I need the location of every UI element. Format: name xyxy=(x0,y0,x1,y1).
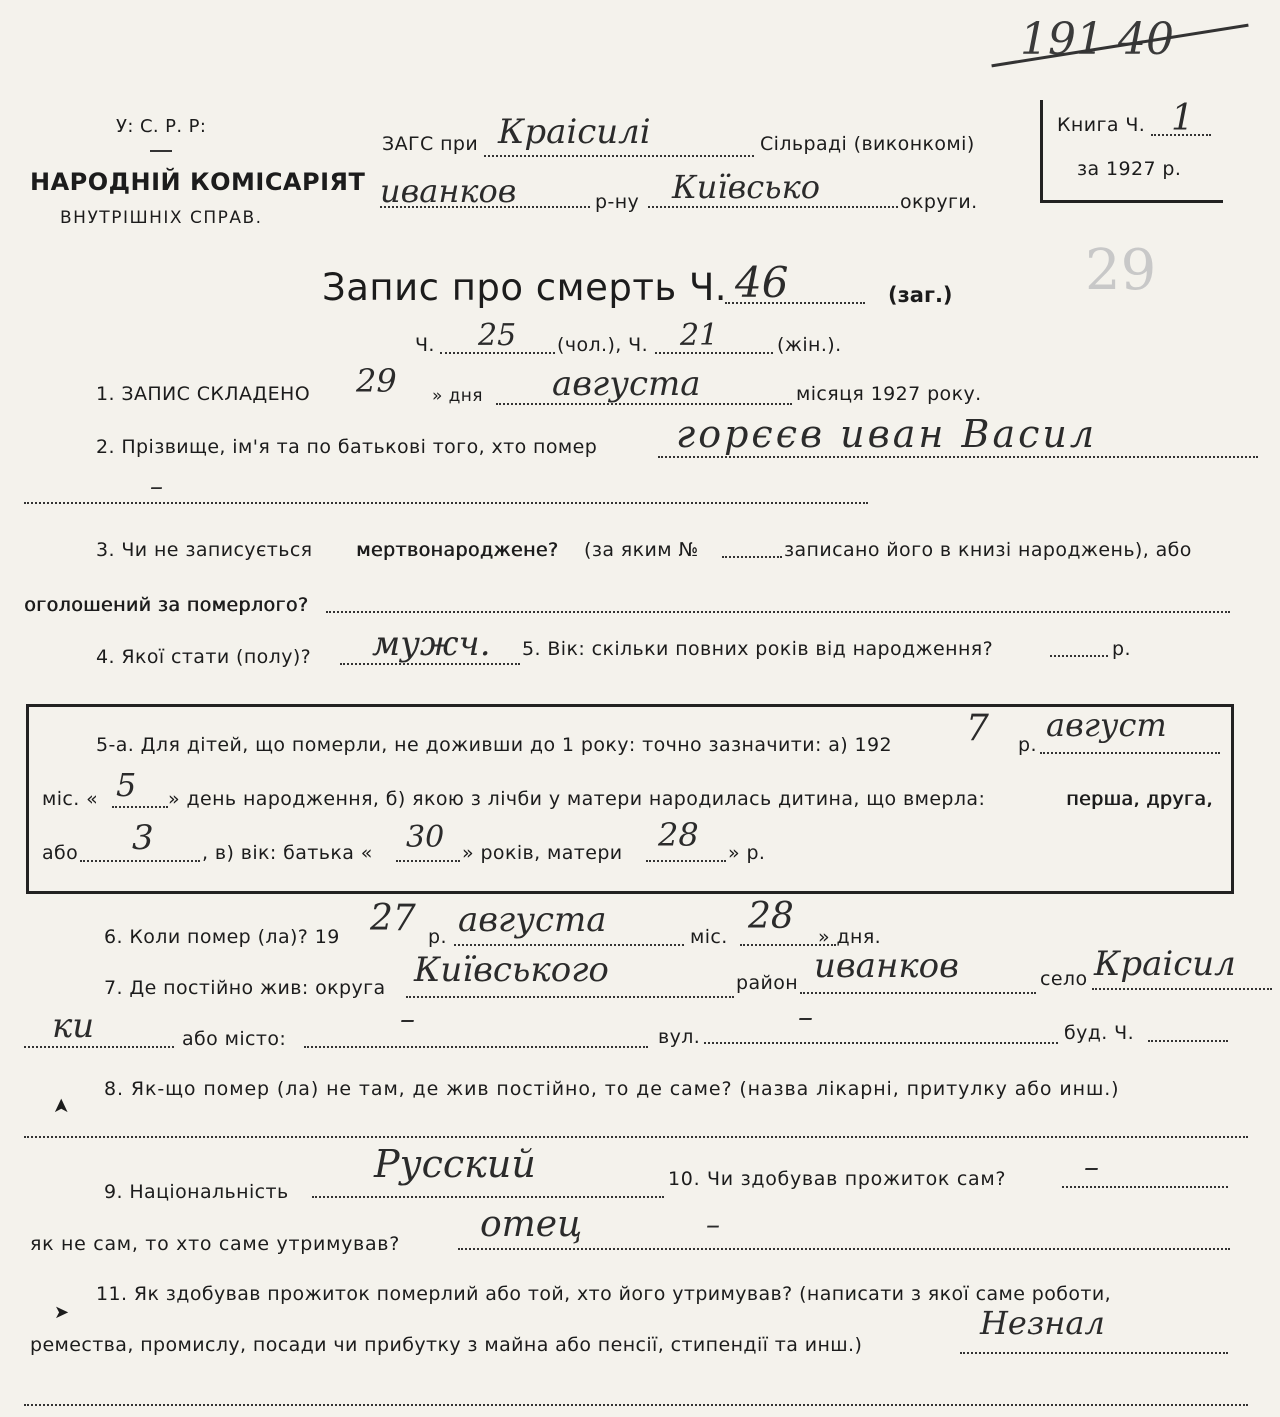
f4-label: 4. Якої стати (полу)? xyxy=(96,646,312,668)
f7-district: иванков xyxy=(814,946,959,986)
record-number: 46 xyxy=(735,258,789,307)
f4-sex: мужч. xyxy=(372,624,491,664)
f7-street-line xyxy=(704,1042,1058,1044)
book-box xyxy=(1040,100,1223,203)
f2-continuation-line xyxy=(24,502,868,504)
okrug-value: Київсько xyxy=(672,168,820,206)
f5a-birth-label: » день народження, б) якою з лічби у матери народилась дитина, що вмерла: xyxy=(168,788,986,810)
f5a-day-line xyxy=(112,806,168,808)
f5a-year-digit: 7 xyxy=(966,708,989,749)
f7-street: – xyxy=(798,1000,813,1035)
f2-label-text: 2. Прізвище, ім'я та по батькові того, хто помер xyxy=(96,436,598,458)
f1-day-suffix: » дня xyxy=(432,386,483,406)
f10-label: 10. Чи здобував прожиток сам? xyxy=(668,1168,1007,1190)
f7-city-line xyxy=(304,1046,648,1048)
okrug-line xyxy=(648,206,898,208)
f5-unit: р. xyxy=(1112,638,1131,660)
f1-label: 1. ЗАПИС СКЛАДЕНО xyxy=(96,383,311,405)
f5a-order-line xyxy=(80,860,200,862)
f3-number-line xyxy=(722,556,782,558)
zags-place-line xyxy=(484,155,754,157)
female-label: (жін.). xyxy=(777,334,842,356)
f7-village-end-line xyxy=(24,1046,174,1048)
f7-village-line xyxy=(1092,988,1272,990)
f2-name: горєєв иван Васил xyxy=(676,412,1098,456)
f7-house-label: буд. Ч. xyxy=(1064,1022,1135,1044)
record-title: Запис про смерть Ч. xyxy=(322,266,728,309)
f7-district-line xyxy=(800,992,1036,994)
okrugy-label: округи. xyxy=(900,191,978,213)
f5a-month-label: міс. « xyxy=(42,788,99,810)
council-label: Сільраді (виконкомі) xyxy=(760,133,975,155)
f5a-mother-label: » років, матери xyxy=(462,842,623,864)
f2-dash: – xyxy=(150,472,163,502)
book-label: Книга Ч. xyxy=(1057,114,1146,136)
book-number: 1 xyxy=(1171,98,1194,139)
district-value: иванков xyxy=(380,172,517,210)
f10-supporter-dash: – xyxy=(706,1208,720,1241)
f7-house-line xyxy=(1148,1040,1228,1042)
male-label: (чол.), Ч. xyxy=(557,334,649,356)
f5a-month: август xyxy=(1046,706,1167,744)
f2-name-line xyxy=(658,456,1258,458)
zags-prefix: ЗАГС при xyxy=(382,133,479,155)
f10-line xyxy=(1062,1186,1228,1188)
f7-district-label: район xyxy=(736,972,799,994)
zags-place: Краісилі xyxy=(498,112,651,152)
f6-year: 27 xyxy=(370,898,416,939)
ussr-label: У: С. Р. Р: xyxy=(116,116,207,137)
arrow-mark-2: ➤ xyxy=(54,1302,70,1323)
record-suffix: (заг.) xyxy=(888,283,953,307)
f3-tail: записано його в книзі народжень), або xyxy=(784,539,1192,561)
f1-day: 29 xyxy=(356,362,397,400)
rnu-label: р-ну xyxy=(595,191,640,213)
f6-month-label: міс. xyxy=(690,926,728,948)
header-rule xyxy=(150,150,172,152)
f7-street-label: вул. xyxy=(658,1026,701,1048)
f7-label: 7. Де постійно жив: округа xyxy=(104,977,386,999)
f9-line xyxy=(312,1196,664,1198)
f6-day-label: » дня. xyxy=(818,926,882,948)
f5a-or: або xyxy=(42,842,79,864)
f10-value: – xyxy=(1084,1150,1099,1185)
f10-supporter-label: як не сам, то хто саме утримував? xyxy=(30,1233,400,1255)
f5a-father-label: , в) вік: батька « xyxy=(202,842,373,864)
corner-number: 191 40 xyxy=(1020,14,1174,65)
f11-line-2 xyxy=(24,1404,1248,1406)
f5-label: 5. Вік: скільки повних років від народження? xyxy=(522,638,994,660)
f7-okrug-line xyxy=(406,996,734,998)
f11-label: 11. Як здобував прожиток померлий або той, хто його утримував? (написати з якої саме роботи, xyxy=(96,1283,1112,1305)
f8-line xyxy=(24,1136,1248,1138)
f5a-father-age: 30 xyxy=(406,820,445,855)
f7-village-label: село xyxy=(1040,968,1088,990)
f5a-order: 3 xyxy=(132,818,154,858)
ch-label: Ч. xyxy=(415,334,435,356)
f3-number-label: (за яким № xyxy=(584,539,699,561)
f7-city: – xyxy=(400,1002,415,1037)
f6-label: 6. Коли помер (ла)? 19 xyxy=(104,926,340,948)
f10-supporter-line xyxy=(458,1248,1230,1250)
f3-label: 3. Чи не записується xyxy=(96,539,313,561)
commissariat-label: НАРОДНІЙ КОМІСАРІЯТ xyxy=(30,168,366,196)
f6-month: августа xyxy=(458,900,607,940)
f6-day: 28 xyxy=(748,896,794,937)
f7-city-label: або місто: xyxy=(182,1028,287,1050)
f9-nationality: Русский xyxy=(374,1142,536,1186)
f3-stillborn: мертвонароджене? xyxy=(356,539,559,561)
f6-year-unit: р. xyxy=(428,926,447,948)
f3-declared-line xyxy=(326,611,1230,613)
f11-label-2: ремества, промислу, посади чи прибутку з майна або пенсії, стипендії та инш.) xyxy=(30,1334,863,1356)
f7-okrug: Київського xyxy=(414,950,609,990)
f8-label: 8. Як-що помер (ла) не там, де жив постійно, то де саме? (назва лікарні, притулку або инш.) xyxy=(104,1078,1120,1100)
arrow-mark-1: ➤ xyxy=(48,1097,73,1115)
pencil-number: 29 xyxy=(1085,238,1157,303)
male-number: 25 xyxy=(478,318,517,353)
female-number: 21 xyxy=(680,318,719,353)
f5a-month-line xyxy=(1040,752,1220,754)
f5a-first-second: перша, друга, xyxy=(1066,788,1213,810)
f5a-mother-unit: » р. xyxy=(728,842,766,864)
f5a-day: 5 xyxy=(116,766,137,804)
f7-village: Краісил xyxy=(1094,944,1236,984)
f5a-mother-age: 28 xyxy=(658,816,699,854)
f5a-mother-line xyxy=(646,860,726,862)
f11-line xyxy=(960,1352,1228,1354)
f1-year-label: місяця 1927 року. xyxy=(796,383,982,405)
f1-month: августа xyxy=(552,364,701,404)
f9-label: 9. Національність xyxy=(104,1181,289,1203)
f11-value: Незнал xyxy=(980,1304,1105,1342)
f5-age-line xyxy=(1050,655,1108,657)
f5a-year-unit: р. xyxy=(1018,734,1037,756)
f5a-father-line xyxy=(396,860,460,862)
book-year: за 1927 р. xyxy=(1077,158,1182,180)
f5a-label: 5-а. Для дітей, що померли, не доживши до 1 року: точно зазначити: а) 192 xyxy=(96,734,893,756)
f7-village-end: ки xyxy=(52,1006,95,1046)
internal-affairs-label: ВНУТРІШНІХ СПРАВ. xyxy=(60,208,263,228)
f6-month-line xyxy=(454,944,684,946)
f10-supporter: отец xyxy=(480,1204,583,1245)
f3-declared: оголошений за померлого? xyxy=(24,594,309,616)
